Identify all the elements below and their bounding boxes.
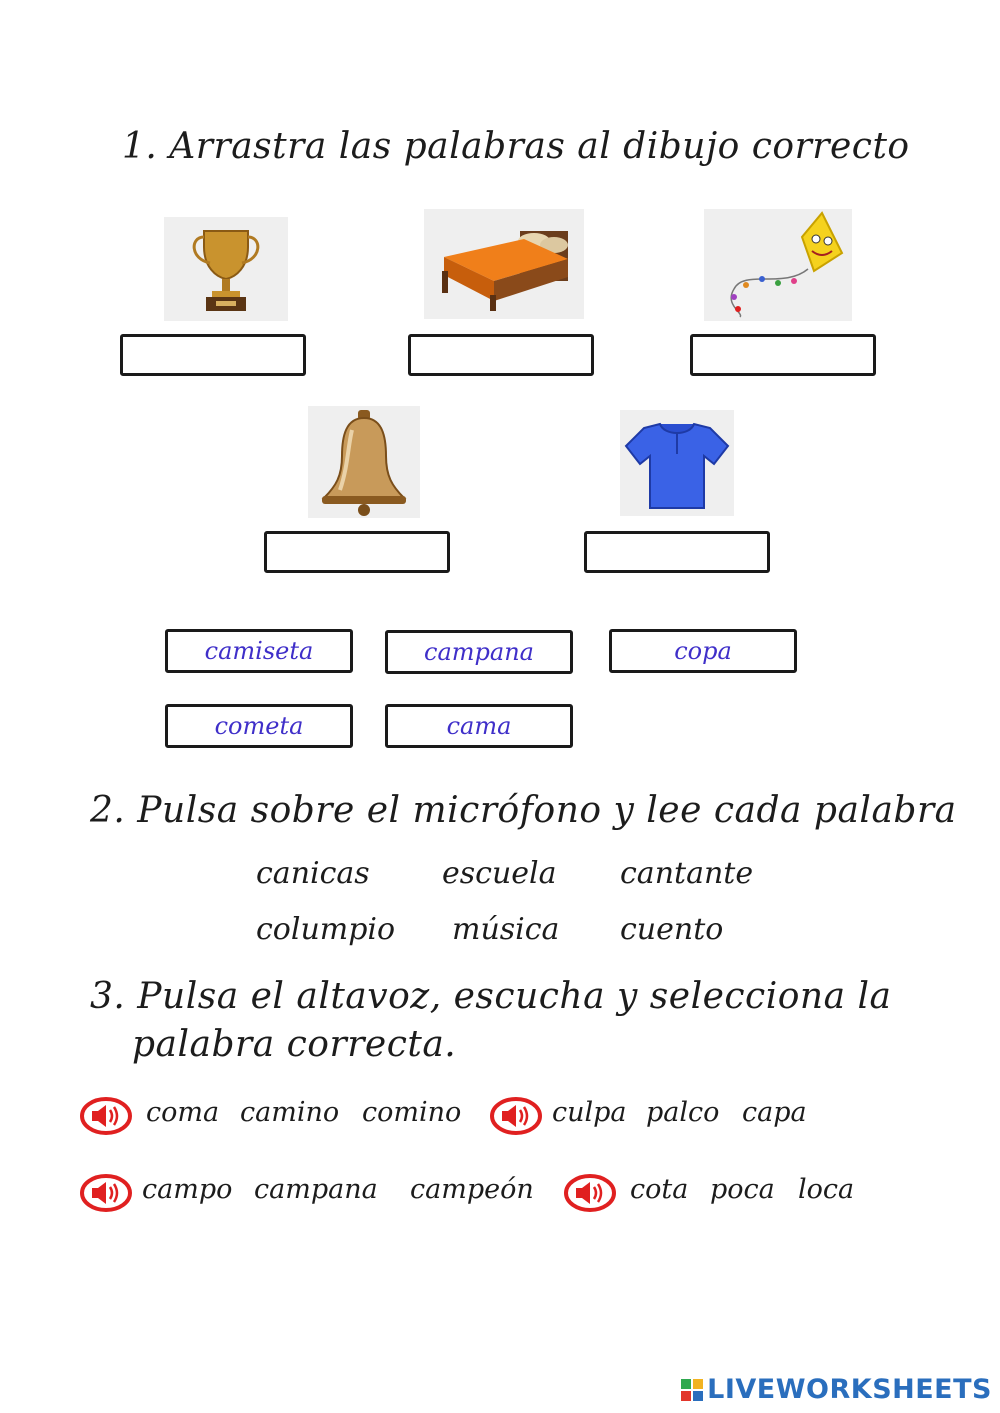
choice-culpa[interactable]: culpa	[552, 1097, 627, 1128]
read-word-musica[interactable]: música	[452, 912, 560, 947]
read-word-escuela[interactable]: escuela	[442, 856, 557, 891]
read-word-columpio[interactable]: columpio	[256, 912, 396, 947]
choice-cota[interactable]: cota	[630, 1174, 689, 1205]
read-word-canicas[interactable]: canicas	[256, 856, 370, 891]
read-word-cuento[interactable]: cuento	[620, 912, 724, 947]
choice-loca[interactable]: loca	[798, 1174, 855, 1205]
bed-picture	[424, 209, 584, 319]
word-chip-campana[interactable]: campana	[385, 630, 573, 674]
section3-title-line1: 3. Pulsa el altavoz, escucha y selecciona la	[90, 976, 892, 1017]
kite-icon	[704, 209, 852, 321]
bed-icon	[424, 209, 584, 319]
read-word-cantante[interactable]: cantante	[620, 856, 754, 891]
choice-campana[interactable]: campana	[254, 1174, 378, 1205]
choice-poca[interactable]: poca	[710, 1174, 775, 1205]
choice-campo[interactable]: campo	[142, 1174, 233, 1205]
liveworksheets-logo	[681, 1374, 992, 1405]
word-chip-cama[interactable]: cama	[385, 704, 573, 748]
drop-box-trophy[interactable]	[120, 334, 306, 376]
word-chip-camiseta[interactable]: camiseta	[165, 629, 353, 673]
speaker-icon[interactable]	[80, 1173, 132, 1213]
choice-camino[interactable]: camino	[240, 1097, 340, 1128]
section3-title-line2: palabra correcta.	[132, 1024, 457, 1065]
section1-title: 1. Arrastra las palabras al dibujo correcto	[122, 126, 910, 167]
drop-box-shirt[interactable]	[584, 531, 770, 573]
choice-coma[interactable]: coma	[146, 1097, 220, 1128]
bell-picture	[308, 406, 420, 518]
shirt-picture	[620, 410, 734, 516]
choice-campeon[interactable]: campeón	[410, 1174, 534, 1205]
word-chip-cometa[interactable]: cometa	[165, 704, 353, 748]
choice-palco[interactable]: palco	[646, 1097, 720, 1128]
bell-icon	[308, 406, 420, 518]
word-chip-copa[interactable]: copa	[609, 629, 797, 673]
kite-picture	[704, 209, 852, 321]
speaker-icon[interactable]	[80, 1096, 132, 1136]
logo-grid-icon	[681, 1379, 703, 1401]
section2-title: 2. Pulsa sobre el micrófono y lee cada palabra	[90, 790, 957, 831]
drop-box-bell[interactable]	[264, 531, 450, 573]
drop-box-kite[interactable]	[690, 334, 876, 376]
shirt-icon	[620, 410, 734, 516]
drop-box-bed[interactable]	[408, 334, 594, 376]
choice-capa[interactable]: capa	[742, 1097, 807, 1128]
trophy-icon	[164, 217, 288, 321]
choice-comino[interactable]: comino	[362, 1097, 462, 1128]
trophy-picture	[164, 217, 288, 321]
speaker-icon[interactable]	[490, 1096, 542, 1136]
logo-text: LIVEWORKSHEETS	[707, 1374, 992, 1405]
speaker-icon[interactable]	[564, 1173, 616, 1213]
